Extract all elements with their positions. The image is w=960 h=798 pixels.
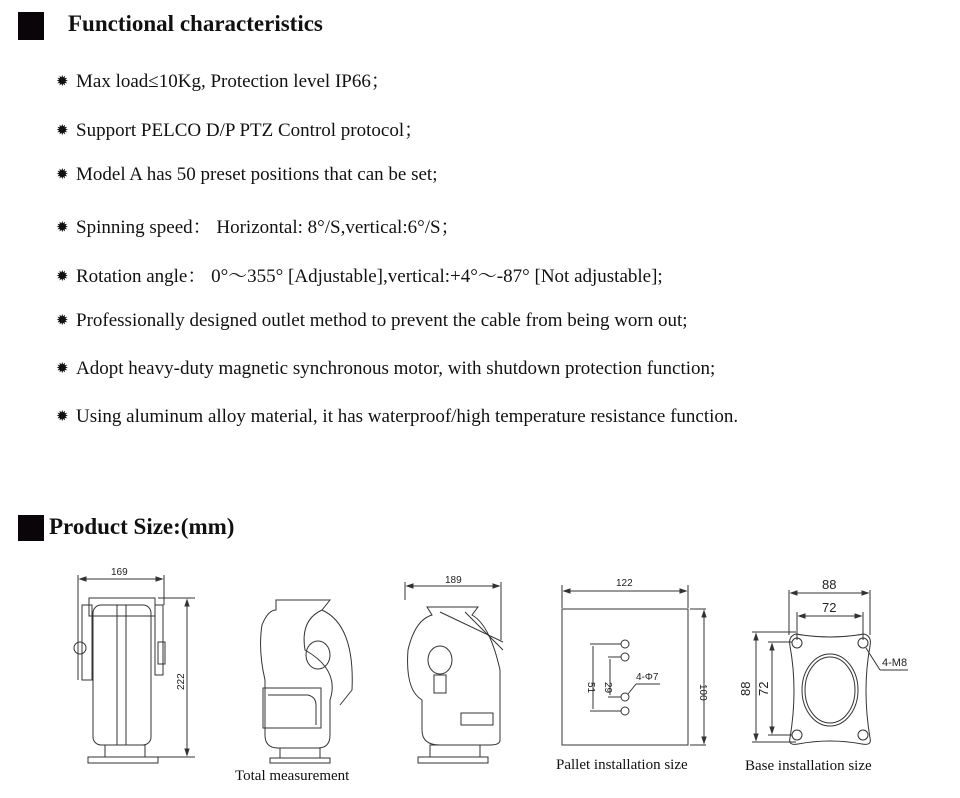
svg-text:51: 51 [585, 682, 596, 694]
svg-text:169: 169 [111, 567, 128, 578]
feature-item: ✹ Rotation angle： 0°～355° [Adjustable],vertical:+4°～-87° [Not adjustable]; [56, 266, 663, 287]
svg-text:4-Φ7: 4-Φ7 [636, 672, 659, 683]
svg-text:72: 72 [822, 600, 837, 615]
svg-text:189: 189 [445, 575, 462, 586]
feature-item: ✹ Professionally designed outlet method to prevent the cable from being worn out; [56, 310, 688, 331]
star-bullet-icon: ✹ [56, 167, 69, 183]
star-bullet-icon: ✹ [56, 123, 69, 139]
section-title-product-size: Product Size:(mm) [49, 514, 235, 539]
star-bullet-icon: ✹ [56, 220, 69, 236]
feature-item: ✹ Using aluminum alloy material, it has waterproof/high temperature resistance function. [56, 406, 739, 427]
star-bullet-icon: ✹ [56, 269, 69, 285]
feature-item: ✹ Spinning speed： Horizontal: 8°/S,vertical:6°/S； [56, 217, 460, 238]
svg-text:88: 88 [822, 577, 837, 592]
feature-item: ✹ Model A has 50 preset positions that can be set; [56, 164, 438, 185]
front-view-drawing [74, 575, 195, 763]
caption-base-installation: Base installation size [745, 758, 872, 774]
caption-total-measurement: Total measurement [235, 768, 350, 784]
svg-text:29: 29 [602, 682, 613, 694]
star-bullet-icon: ✹ [56, 74, 69, 90]
svg-text:222: 222 [176, 673, 187, 690]
svg-text:122: 122 [616, 578, 633, 589]
pallet-drawing [562, 585, 706, 745]
feature-item: ✹ Max load≤10Kg, Protection level IP66； [56, 71, 390, 92]
feature-item: ✹ Support PELCO D/P PTZ Control protocol； [56, 120, 424, 141]
caption-pallet-installation: Pallet installation size [556, 757, 688, 773]
rear-view-drawing [405, 582, 503, 763]
section-title-functional: Functional characteristics [68, 11, 323, 36]
svg-text:100: 100 [697, 684, 708, 701]
side-view-drawing [261, 600, 353, 763]
svg-text:4-M8: 4-M8 [882, 657, 908, 669]
star-bullet-icon: ✹ [56, 409, 69, 425]
svg-text:72: 72 [756, 681, 771, 696]
star-bullet-icon: ✹ [56, 313, 69, 329]
svg-text:88: 88 [738, 681, 753, 696]
star-bullet-icon: ✹ [56, 361, 69, 377]
feature-item: ✹ Adopt heavy-duty magnetic synchronous motor, with shutdown protection function; [56, 358, 716, 379]
